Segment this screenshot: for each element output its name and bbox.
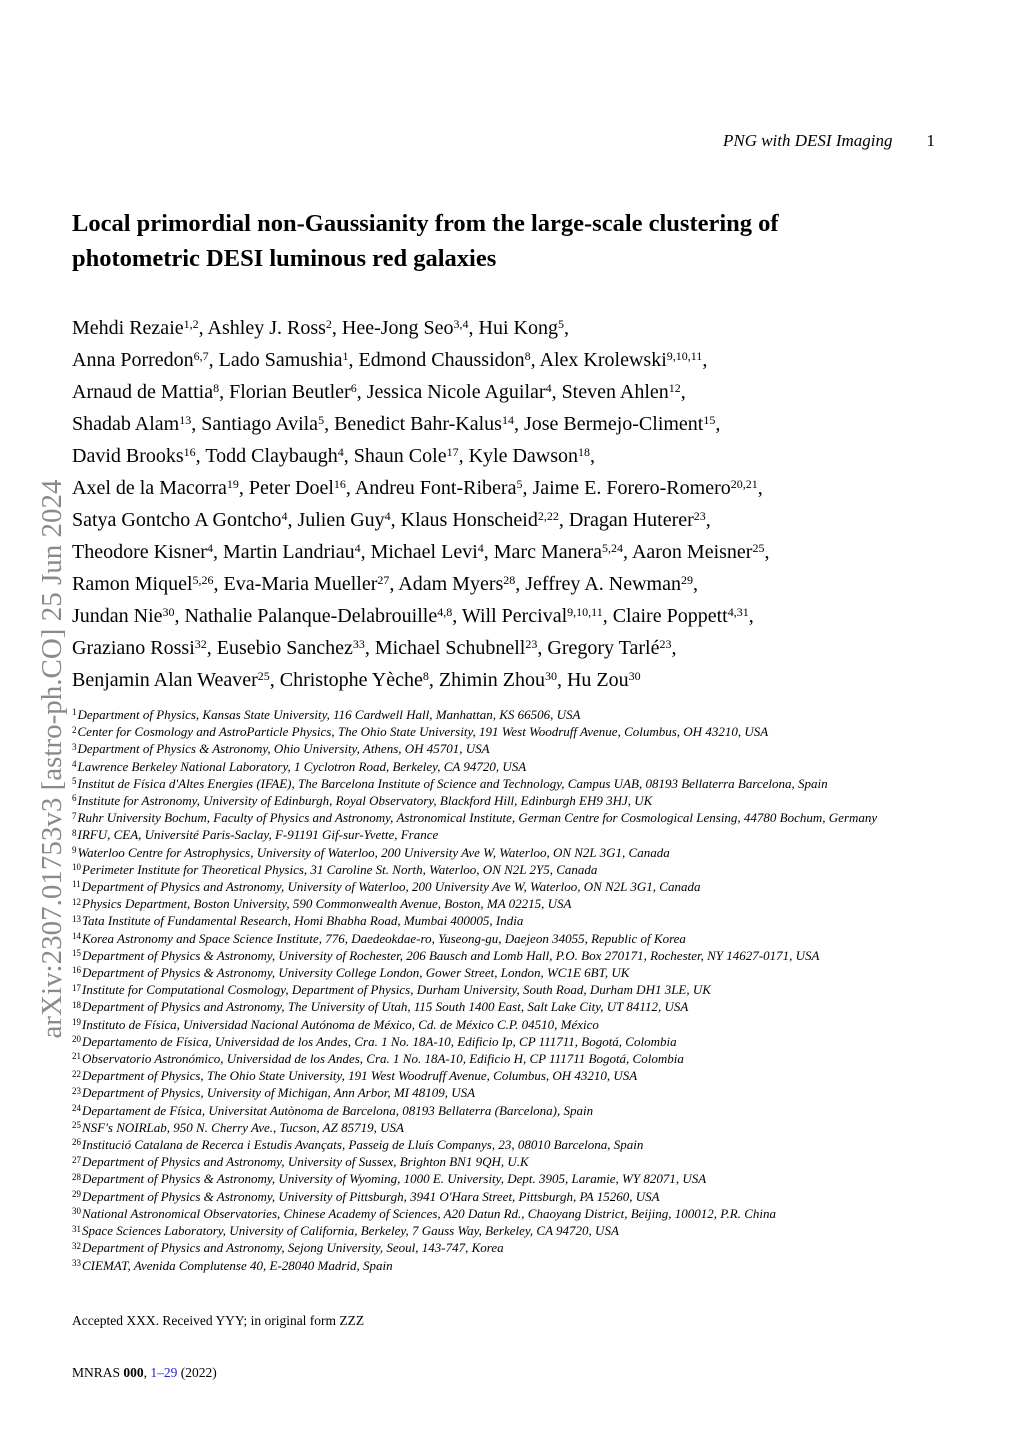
affiliation-number: 27 [72,1154,81,1165]
author-name: Ramon Miquel [72,573,193,595]
affiliation-text: Departamento de Física, Universidad de los Andes, Cra. 1 No. 18A-10, Edificio Ip, CP 111711, Bogotá, Colombia [82,1033,677,1049]
author-affiliation-superscript: 4 [337,445,344,459]
author-name: Zhimin Zhou [438,669,545,691]
affiliation-item [72,740,982,757]
author-affiliation-superscript: 4,8 [437,605,453,619]
author-affiliation-superscript: 13 [179,413,192,427]
affiliation-number: 1 [72,707,77,718]
affiliation-item [72,1153,982,1170]
author-affiliation-superscript: 4 [477,541,484,555]
affiliation-item [72,1016,982,1033]
author-affiliation-superscript: 9,10,11 [666,349,703,363]
author-affiliation-superscript: 9,10,11 [567,605,603,619]
paper-title [72,206,957,276]
author-affiliation-superscript: 16 [333,477,346,491]
affiliation-number: 23 [72,1085,81,1096]
author-name: Mehdi Rezaie [72,317,184,339]
journal-volume: 000 [123,1365,144,1380]
author-affiliation-superscript: 2 [325,317,332,331]
affiliation-text: Department of Physics and Astronomy, University of Waterloo, 200 University Ave W, Waterloo, ON N2L 3G1, Canada [81,879,701,895]
affiliation-number: 18 [72,999,81,1010]
author-name: Nathalie Palanque-Delabrouille [184,605,438,627]
author-name: Eusebio Sanchez [216,637,353,659]
affiliation-item [72,809,982,826]
author-line: Graziano Rossi$^{32}$, Eusebio Sanchez$^{33}$, Michael Schubnell$^{23}$, Gregory Tarlé$^{23}$, [72,637,677,659]
affiliation-item [72,826,982,843]
affiliation-number: 29 [72,1189,81,1200]
affiliation-item [72,964,982,981]
author-affiliation-superscript: 6,7 [193,349,209,363]
author-line: Satya Gontcho A Gontcho$^4$, Julien Guy$^4$, Klaus Honscheid$^{2,22}$, Dragan Huterer$^{23}$, [72,509,711,531]
author-name: Michael Schubnell [374,637,526,659]
author-affiliation-superscript: 6 [350,381,357,395]
affiliation-item [72,930,982,947]
affiliation-number: 24 [72,1103,81,1114]
affiliation-item [72,1067,982,1084]
affiliation-text: NSF's NOIRLab, 950 N. Cherry Ave., Tucson, AZ 85719, USA [82,1119,404,1135]
author-name: Jundan Nie [72,605,163,627]
affiliation-item [72,878,982,895]
affiliation-item [72,723,982,740]
author-line: Mehdi Rezaie$^{1,2}$, Ashley J. Ross$^2$, Hee-Jong Seo$^{3,4}$, Hui Kong$^5$, [72,317,569,339]
author-name: Adam Myers [398,573,504,595]
author-name: Julien Guy [297,509,385,531]
affiliation-text: Tata Institute of Fundamental Research, Homi Bhabha Road, Mumbai 400005, India [82,913,524,929]
affiliation-number: 32 [72,1240,81,1251]
affiliation-text: Department of Physics, Kansas State University, 116 Cardwell Hall, Manhattan, KS 66506, USA [77,707,581,722]
affiliation-item [72,1033,982,1050]
affiliation-number: 4 [72,759,77,770]
affiliation-item [72,1119,982,1136]
author-name: Theodore Kisner [72,541,207,563]
affiliation-item [72,1102,982,1119]
author-name: Lado Samushia [218,349,343,371]
paper-title-line-2: photometric DESI luminous red galaxies [72,245,497,272]
author-name: Dragan Huterer [568,509,694,531]
affiliation-number: 33 [72,1257,81,1268]
affiliation-text: Institut de Física d'Altes Energies (IFAE), The Barcelona Institute of Science and Technology, Campus UAB, 08193 Bellaterra Barcelona, Spain [77,775,828,791]
author-name: Graziano Rossi [72,637,195,659]
affiliation-item [72,895,982,912]
author-name: Benjamin Alan Weaver [72,669,258,691]
author-affiliation-superscript: 4,31 [727,605,749,619]
author-name: Hui Kong [478,317,558,339]
affiliation-text: National Astronomical Observatories, Chinese Academy of Sciences, A20 Datun Rd., Chaoyang District, Beijing, 100012, P.R. China [82,1205,776,1221]
affiliation-list [72,706,982,1274]
author-line: Jundan Nie$^{30}$, Nathalie Palanque-Delabrouille$^{4,8}$, Will Percival$^{9,10,11}$, Claire Poppett$^{4,31}$, [72,605,754,627]
affiliation-number: 12 [72,896,81,907]
affiliation-number: 20 [72,1034,81,1045]
author-name: Santiago Avila [201,413,319,435]
author-affiliation-superscript: 25 [752,541,765,555]
author-name: Shadab Alam [72,413,180,435]
paper-title-line-1: Local primordial non-Gaussianity from the large-scale clustering of [72,210,779,237]
author-affiliation-superscript: 23 [659,637,672,651]
affiliation-number: 3 [72,741,77,752]
author-affiliation-superscript: 14 [501,413,514,427]
affiliation-number: 31 [72,1223,81,1234]
affiliation-text: Physics Department, Boston University, 590 Commonwealth Avenue, Boston, MA 02215, USA [82,896,572,912]
affiliation-text: Observatorio Astronómico, Universidad de los Andes, Cra. 1 No. 18A-10, Edificio H, CP 111711 Bogotá, Colombia [82,1051,684,1067]
affiliation-text: Department of Physics and Astronomy, Sejong University, Seoul, 143-747, Korea [82,1240,504,1256]
author-affiliation-superscript: 28 [503,573,516,587]
author-name: Jaime E. Forero-Romero [532,477,731,499]
author-name: Satya Gontcho A Gontcho [72,509,282,531]
author-name: Marc Manera [493,541,603,563]
author-affiliation-superscript: 4 [384,509,391,523]
affiliation-text: Department of Physics and Astronomy, University of Sussex, Brighton BN1 9QH, U.K [82,1154,529,1170]
author-name: Michael Levi [370,541,478,563]
affiliation-text: Instituto de Física, Universidad Nacional Autónoma de México, Cd. de México C.P. 04510, México [82,1016,599,1032]
journal-pages-link[interactable]: 1–29 [150,1365,178,1380]
affiliation-text: Departament de Física, Universitat Autònoma de Barcelona, 08193 Bellaterra (Barcelona), Spain [82,1102,594,1118]
author-name: Christophe Yèche [279,669,423,691]
affiliation-text: Department of Physics & Astronomy, University of Wyoming, 1000 E. University, Dept. 3905, Laramie, WY 82071, USA [82,1171,707,1187]
affiliation-text: Department of Physics & Astronomy, University of Pittsburgh, 3941 O'Hara Street, Pittsburgh, PA 15260, USA [82,1188,660,1204]
affiliation-item [72,1136,982,1153]
author-line: Axel de la Macorra$^{19}$, Peter Doel$^{16}$, Andreu Font-Ribera$^5$, Jaime E. Forero-Romero$^{20,21}$, [72,477,763,499]
author-name: Peter Doel [248,477,334,499]
author-affiliation-superscript: 19 [226,477,239,491]
affiliation-text: Department of Physics & Astronomy, Ohio University, Athens, OH 45701, USA [77,741,490,757]
affiliation-text: CIEMAT, Avenida Complutense 40, E-28040 Madrid, Spain [82,1257,393,1273]
journal-year: (2022) [180,1365,217,1380]
affiliation-item [72,1205,982,1222]
affiliation-number: 5 [72,776,77,787]
affiliation-number: 16 [72,965,81,976]
author-name: Jessica Nicole Aguilar [366,381,546,403]
author-name: Hu Zou [566,669,629,691]
author-affiliation-superscript: 1,2 [183,317,199,331]
author-line: David Brooks$^{16}$, Todd Claybaugh$^4$, Shaun Cole$^{17}$, Kyle Dawson$^{18}$, [72,445,596,467]
author-name: Klaus Honscheid [400,509,538,531]
author-affiliation-superscript: 8 [524,349,531,363]
affiliation-item [72,792,982,809]
author-line: Ramon Miquel$^{5,26}$, Eva-Maria Mueller$^{27}$, Adam Myers$^{28}$, Jeffrey A. Newman$^{29}$, [72,573,698,595]
journal-comma: , [143,1365,148,1380]
author-affiliation-superscript: 5,26 [192,573,214,587]
affiliation-number: 19 [72,1017,81,1028]
author-affiliation-superscript: 5 [516,477,523,491]
author-affiliation-superscript: 5,24 [602,541,624,555]
affiliation-text: Space Sciences Laboratory, University of California, Berkeley, 7 Gauss Way, Berkeley, CA 94720, USA [82,1223,619,1239]
author-line: Benjamin Alan Weaver$^{25}$, Christophe Yèche$^8$, Zhimin Zhou$^{30}$, Hu Zou$^{30}$ [72,669,641,691]
affiliation-number: 2 [72,724,77,735]
author-name: Claire Poppett [612,605,728,627]
affiliation-item [72,1188,982,1205]
affiliation-item [72,861,982,878]
author-affiliation-superscript: 3,4 [453,317,469,331]
author-line: Shadab Alam$^{13}$, Santiago Avila$^5$, Benedict Bahr-Kalus$^{14}$, Jose Bermejo-Climent$^{15}$, [72,413,721,435]
affiliation-number: 15 [72,948,81,959]
author-name: Todd Claybaugh [205,445,338,467]
author-affiliation-superscript: 18 [578,445,591,459]
author-affiliation-superscript: 16 [183,445,196,459]
author-name: Axel de la Macorra [72,477,227,499]
author-affiliation-superscript: 12 [668,381,681,395]
author-affiliation-superscript: 30 [628,669,641,683]
author-affiliation-superscript: 29 [680,573,693,587]
page-number: 1 [926,131,935,150]
author-name: Edmond Chaussidon [358,349,525,371]
author-name: Jeffrey A. Newman [525,573,681,595]
author-name: Gregory Tarlé [547,637,660,659]
author-name: David Brooks [72,445,184,467]
affiliation-number: 14 [72,931,81,942]
author-name: Benedict Bahr-Kalus [334,413,502,435]
author-affiliation-superscript: 20,21 [730,477,758,491]
journal-footer [72,1365,217,1381]
author-name: Aaron Meisner [631,541,753,563]
author-list [72,312,972,696]
author-line: Theodore Kisner$^4$, Martin Landriau$^4$, Michael Levi$^4$, Marc Manera$^{5,24}$, Aaron Meisner$^{25}$, [72,541,770,563]
affiliation-number: 13 [72,913,81,924]
author-name: Will Percival [461,605,568,627]
affiliation-text: Waterloo Centre for Astrophysics, University of Waterloo, 200 University Ave W, Waterloo, ON N2L 3G1, Canada [77,844,670,860]
affiliation-number: 25 [72,1120,81,1131]
affiliation-item [72,1084,982,1101]
author-affiliation-superscript: 30 [162,605,175,619]
affiliation-number: 17 [72,982,81,993]
affiliation-text: Department of Physics & Astronomy, University of Rochester, 206 Bausch and Lomb Hall, P.O. Box 270171, Rochester, NY 14627-0171, USA [82,947,820,963]
author-affiliation-superscript: 30 [544,669,557,683]
author-name: Anna Porredon [72,349,194,371]
affiliation-number: 8 [72,827,77,838]
author-affiliation-superscript: 5 [557,317,564,331]
affiliation-number: 26 [72,1137,81,1148]
affiliation-text: Department of Physics and Astronomy, The University of Utah, 115 South 1400 East, Salt Lake City, UT 84112, USA [82,999,689,1015]
affiliation-text: Ruhr University Bochum, Faculty of Physics and Astronomy, Astronomical Institute, German Centre for Cosmological Lensing, 44780 Bochum, Germany [77,810,878,826]
affiliation-text: Department of Physics & Astronomy, University College London, Gower Street, London, WC1E 6BT, UK [82,965,630,981]
author-name: Arnaud de Mattia [72,381,214,403]
author-affiliation-superscript: 15 [703,413,716,427]
affiliation-item [72,758,982,775]
author-affiliation-superscript: 8 [422,669,429,683]
affiliation-number: 7 [72,810,77,821]
author-name: Shaun Cole [353,445,447,467]
affiliation-number: 10 [72,862,81,873]
affiliation-text: Department of Physics, University of Michigan, Ann Arbor, MI 48109, USA [82,1085,476,1101]
author-name: Jose Bermejo-Climent [523,413,704,435]
affiliation-text: Department of Physics, The Ohio State University, 191 West Woodruff Avenue, Columbus, OH 43210, USA [82,1068,638,1084]
affiliation-item [72,981,982,998]
affiliation-item [72,1170,982,1187]
affiliation-text: Institució Catalana de Recerca i Estudis Avançats, Passeig de Lluís Companys, 23, 08010 Barcelona, Spain [82,1137,644,1153]
affiliation-text: Korea Astronomy and Space Science Institute, 776, Daedeokdae-ro, Yuseong-gu, Daejeon 34055, Republic of Korea [82,930,686,946]
author-name: Hee-Jong Seo [341,317,454,339]
author-affiliation-superscript: 17 [446,445,459,459]
running-title: PNG with DESI Imaging [722,131,893,150]
author-name: Alex Krolewski [539,349,667,371]
affiliation-text: IRFU, CEA, Université Paris-Saclay, F-91191 Gif-sur-Yvette, France [77,827,439,843]
author-affiliation-superscript: 4 [354,541,361,555]
author-name: Florian Beutler [229,381,351,403]
author-affiliation-superscript: 5 [318,413,325,427]
affiliation-number: 28 [72,1171,81,1182]
author-name: Steven Ahlen [561,381,669,403]
author-affiliation-superscript: 33 [352,637,365,651]
affiliation-item [72,912,982,929]
author-affiliation-superscript: 32 [194,637,207,651]
affiliation-number: 11 [72,879,81,890]
author-affiliation-superscript: 8 [213,381,220,395]
affiliation-number: 21 [72,1051,81,1062]
author-affiliation-superscript: 4 [206,541,213,555]
affiliation-item [72,1222,982,1239]
journal-name: MNRAS [72,1365,121,1380]
affiliation-item [72,947,982,964]
affiliation-item [72,1050,982,1067]
author-name: Ashley J. Ross [207,317,326,339]
affiliation-item [72,844,982,861]
author-affiliation-superscript: 23 [525,637,538,651]
author-name: Kyle Dawson [468,445,579,467]
affiliation-number: 30 [72,1206,81,1217]
affiliation-text: Perimeter Institute for Theoretical Physics, 31 Caroline St. North, Waterloo, ON N2L 2Y5, Canada [82,861,598,877]
affiliation-text: Lawrence Berkeley National Laboratory, 1 Cyclotron Road, Berkeley, CA 94720, USA [77,758,527,774]
arxiv-identifier-banner: arXiv:2307.01753v3 [astro-ph.CO] 25 Jun 2024 [36,479,68,1039]
affiliation-item [72,998,982,1015]
author-affiliation-superscript: 4 [281,509,288,523]
affiliation-text: Institute for Computational Cosmology, Department of Physics, Durham University, South Road, Durham DH1 3LE, UK [82,982,711,998]
affiliation-item [72,1239,982,1256]
running-head [72,131,935,151]
author-line: Arnaud de Mattia$^8$, Florian Beutler$^6$, Jessica Nicole Aguilar$^4$, Steven Ahlen$^{12}$, [72,381,686,403]
affiliation-item [72,775,982,792]
author-name: Eva-Maria Mueller [223,573,378,595]
affiliation-number: 22 [72,1068,81,1079]
affiliation-item [72,706,982,723]
author-affiliation-superscript: 4 [545,381,552,395]
author-affiliation-superscript: 25 [257,669,270,683]
affiliation-text: Institute for Astronomy, University of Edinburgh, Royal Observatory, Blackford Hill, Edinburgh EH9 3HJ, UK [77,793,653,809]
author-affiliation-superscript: 23 [693,509,706,523]
author-name: Andreu Font-Ribera [354,477,517,499]
affiliation-number: 9 [72,845,77,856]
affiliation-text: Center for Cosmology and AstroParticle Physics, The Ohio State University, 191 West Woodruff Avenue, Columbus, OH 43210, USA [77,724,769,740]
author-line: Anna Porredon$^{6,7}$, Lado Samushia$^1$, Edmond Chaussidon$^8$, Alex Krolewski$^{9,10,11}$, [72,349,708,371]
author-affiliation-superscript: 27 [377,573,390,587]
author-name: Martin Landriau [222,541,355,563]
author-affiliation-superscript: 1 [342,349,349,363]
accepted-received-line: Accepted XXX. Received YYY; in original form ZZZ [72,1313,365,1328]
affiliation-number: 6 [72,793,77,804]
affiliation-item [72,1257,982,1274]
author-affiliation-superscript: 2,22 [537,509,559,523]
